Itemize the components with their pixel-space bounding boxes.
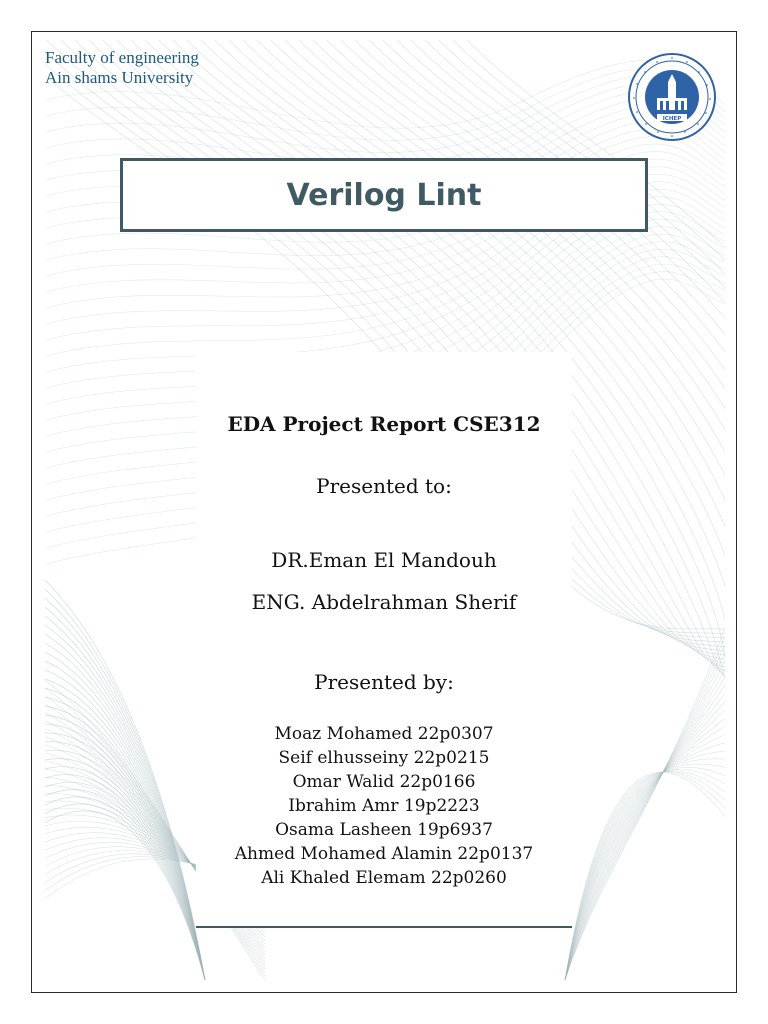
faculty-name: Faculty of engineering: [45, 48, 199, 67]
logo-text: ICHEP: [662, 116, 682, 122]
wave-line: [565, 660, 725, 980]
team-member: Seif elhusseiny 22p0215: [278, 748, 490, 768]
wave-line: [565, 680, 725, 980]
team-member: Moaz Mohamed 22p0307: [274, 724, 494, 744]
wave-line: [45, 688, 205, 980]
team-member: Osama Lasheen 19p6937: [275, 820, 493, 840]
title-box: [120, 158, 648, 232]
team-member: Ibrahim Amr 19p2223: [288, 796, 480, 816]
wave-line: [565, 730, 725, 980]
wave-line: [45, 616, 205, 980]
wave-line: [565, 650, 725, 980]
wave-line: [45, 634, 205, 980]
university-name: Ain shams University: [45, 68, 194, 87]
wave-line: [565, 670, 725, 980]
supervisor-name: ENG. Abdelrahman Sherif: [251, 590, 517, 614]
faculty-header: [45, 48, 199, 88]
supervisor-name: DR.Eman El Mandouh: [271, 548, 497, 572]
report-info-panel: [196, 352, 572, 928]
presented-by-label: Presented by:: [314, 670, 454, 694]
wave-line: [45, 625, 205, 980]
wave-line: [45, 706, 205, 980]
team-member: Ali Khaled Elemam 22p0260: [261, 868, 507, 888]
wave-line: [565, 710, 725, 980]
team-member: Omar Walid 22p0166: [292, 772, 476, 792]
presented-to-label: Presented to:: [316, 474, 452, 498]
wave-line: [565, 759, 725, 980]
university-logo-icon: [627, 52, 717, 142]
wave-line: [565, 720, 725, 980]
wave-line: [45, 661, 205, 980]
team-member: Ahmed Mohamed Alamin 22p0137: [234, 844, 534, 864]
document-title: Verilog Lint: [286, 177, 482, 213]
wave-line: [565, 640, 725, 980]
report-title: EDA Project Report CSE312: [227, 412, 541, 436]
wave-line: [45, 679, 205, 980]
wave-line: [45, 652, 205, 980]
team-member-list: [196, 722, 572, 890]
